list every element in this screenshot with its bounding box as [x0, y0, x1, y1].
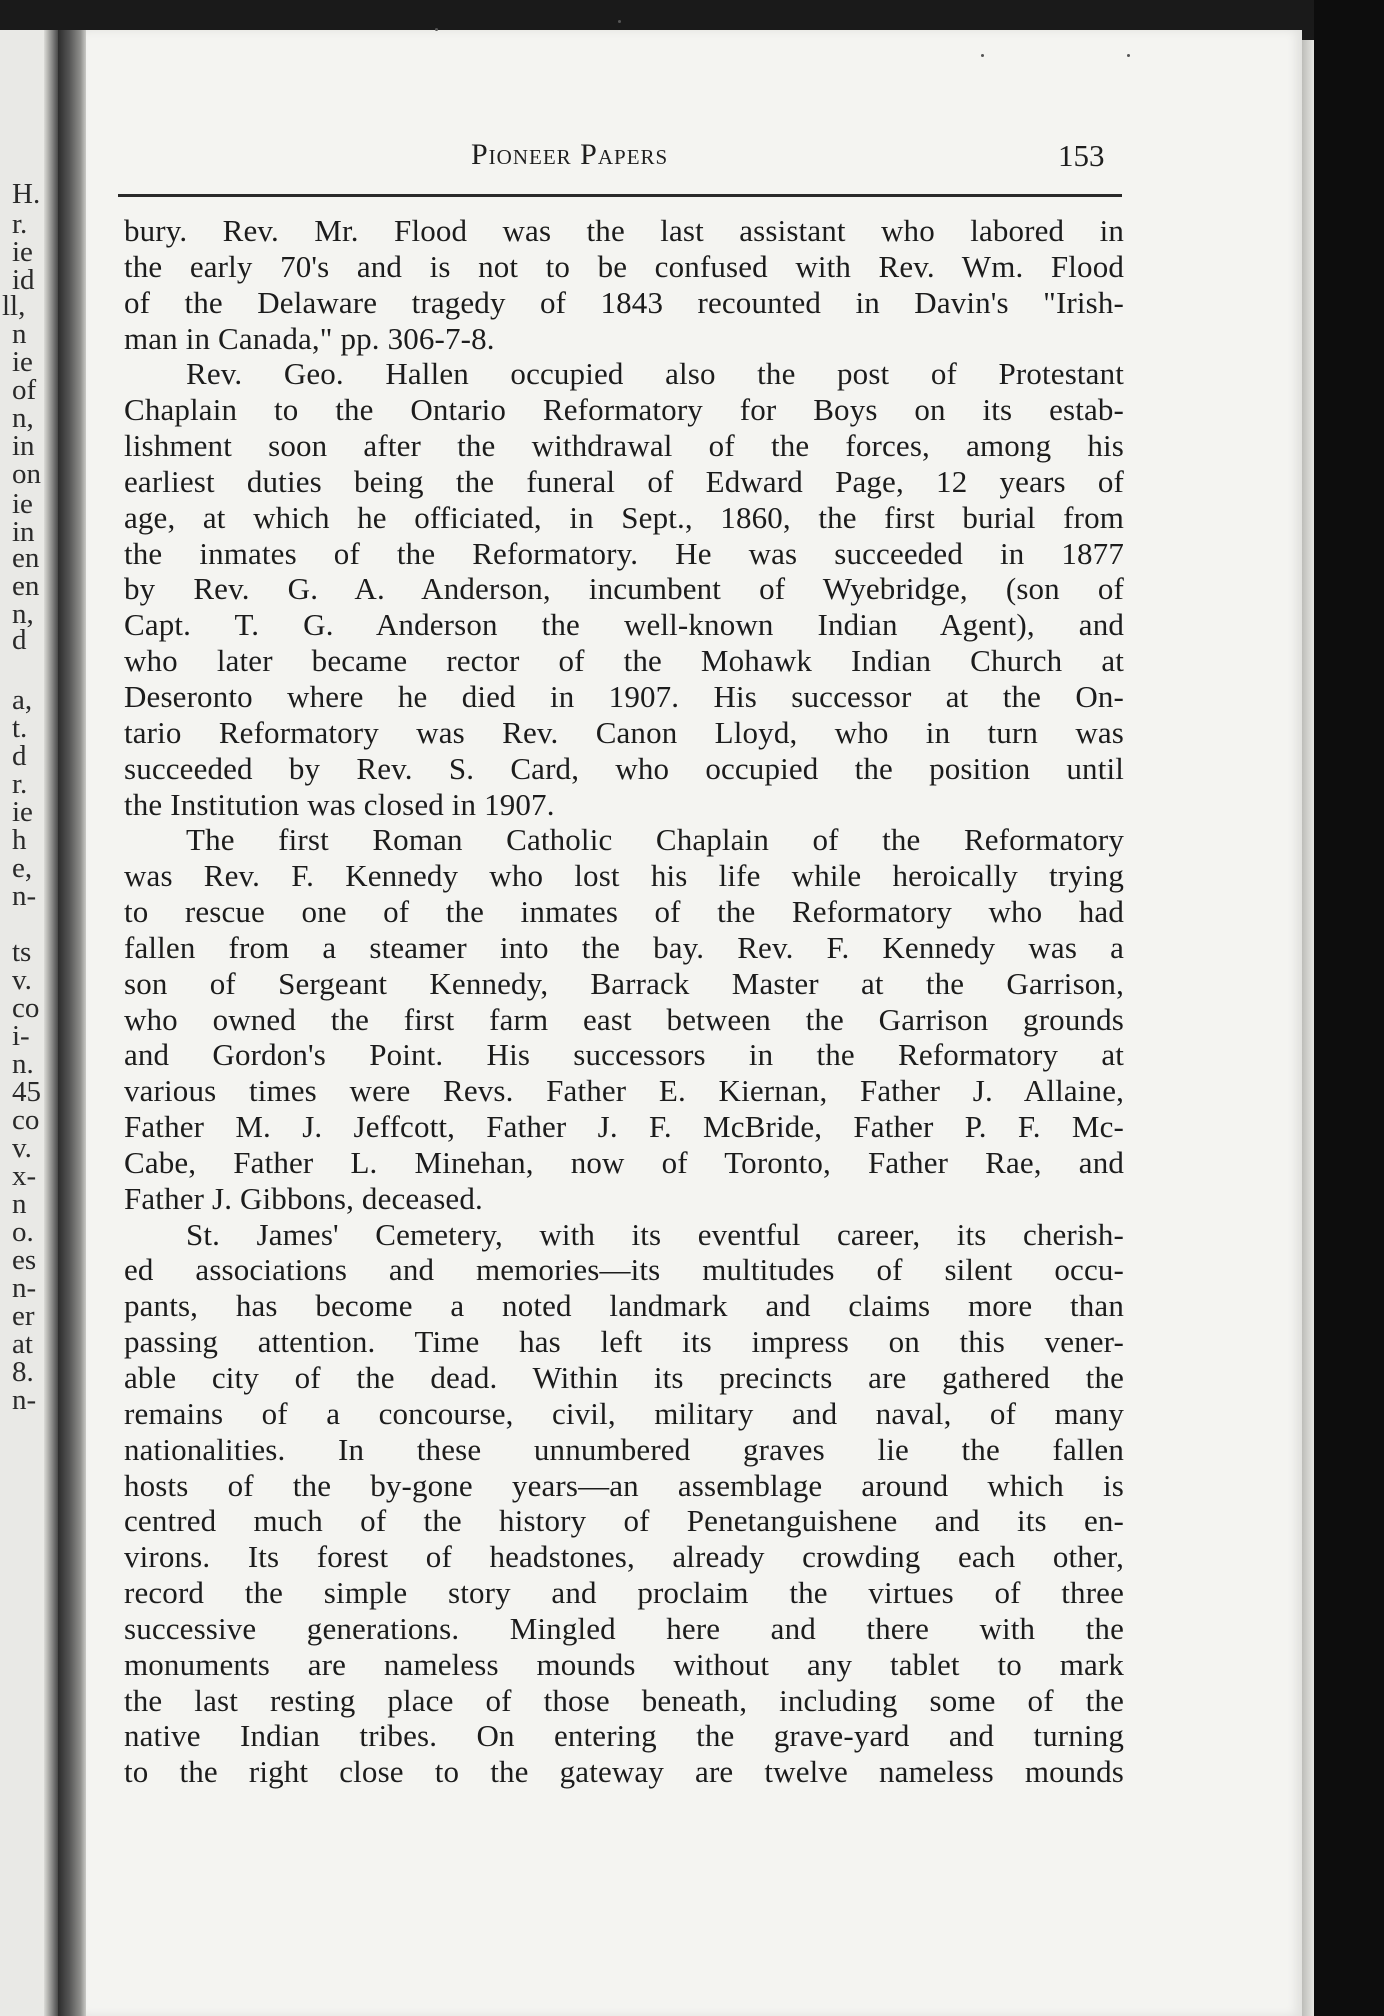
text-line: tario Reformatory was Rev. Canon Lloyd, who in turn was [124, 714, 1124, 750]
facing-page-fragment: en [12, 570, 40, 602]
text-line: passing attention. Time has left its impress on this vener- [124, 1324, 1124, 1360]
text-line: monuments are nameless mounds without any tablet to mark [124, 1646, 1124, 1682]
book-gutter [58, 30, 86, 2016]
facing-page-fragment: n, [12, 402, 34, 434]
facing-page-fragment: n- [12, 1272, 37, 1304]
facing-page-fragment: ie [12, 796, 33, 828]
speck [981, 54, 984, 57]
text-line: nationalities. In these unnumbered graves lie the fallen [124, 1431, 1124, 1467]
text-line: of the Delaware tragedy of 1843 recounted in Davin's "Irish- [124, 284, 1124, 320]
text-line: The first Roman Catholic Chaplain of the Reformatory [186, 822, 1124, 858]
text-line: the last resting place of those beneath, including some of the [124, 1682, 1124, 1718]
facing-page-fragment: n- [12, 880, 37, 912]
text-line: was Rev. F. Kennedy who lost his life while heroically trying [124, 858, 1124, 894]
text-line: Cabe, Father L. Minehan, now of Toronto, Father Rae, and [124, 1144, 1124, 1180]
page-number: 153 [1058, 138, 1105, 173]
facing-page-fragment: h [12, 824, 27, 856]
facing-page-fragment: en [12, 542, 40, 574]
facing-page-fragment: on [12, 458, 41, 490]
facing-page-fragment: H. [12, 178, 41, 210]
facing-page-fragment: n. [12, 1048, 34, 1080]
text-line: native Indian tribes. On entering the grave-yard and turning [124, 1718, 1124, 1754]
text-line: the early 70's and is not to be confused with Rev. Wm. Flood [124, 248, 1124, 284]
facing-page-fragment: n- [12, 1384, 37, 1416]
text-line: record the simple story and proclaim the virtues of three [124, 1575, 1124, 1611]
text-line: Father M. J. Jeffcott, Father J. F. McBride, Father P. F. Mc- [124, 1109, 1124, 1145]
text-line: who owned the first farm east between the Garrison grounds [124, 1001, 1124, 1037]
page-header [86, 138, 1302, 178]
text-line: by Rev. G. A. Anderson, incumbent of Wyebridge, (son of [124, 571, 1124, 607]
facing-page-fragment: e, [12, 852, 33, 884]
facing-page-fragment: ll, [2, 290, 26, 322]
facing-page-fragment: ts [12, 936, 32, 968]
text-line: son of Sergeant Kennedy, Barrack Master at the Garrison, [124, 965, 1124, 1001]
facing-page-fragment: of [12, 374, 37, 406]
text-line: successive generations. Mingled here and there with the [124, 1610, 1124, 1646]
text-line: Chaplain to the Ontario Reformatory for Boys on its estab- [124, 392, 1124, 428]
text-line: lishment soon after the withdrawal of the forces, among his [124, 428, 1124, 464]
facing-page-fragment: o. [12, 1216, 34, 1248]
text-line: age, at which he officiated, in Sept., 1860, the first burial from [124, 499, 1124, 535]
body-text [124, 213, 1124, 1790]
facing-page-fragment: n [12, 1188, 27, 1220]
text-line: ed associations and memories—its multitudes of silent occu- [124, 1252, 1124, 1288]
facing-page-fragment: t. [12, 712, 28, 744]
facing-page-fragment: r. [12, 768, 28, 800]
speck [1127, 54, 1130, 57]
facing-page-fragment: d [12, 740, 27, 772]
text-line: Rev. Geo. Hallen occupied also the post of Protestant [186, 356, 1124, 392]
book-page [86, 30, 1302, 2016]
text-line: succeeded by Rev. S. Card, who occupied the position until [124, 750, 1124, 786]
facing-page-edge-shadow [44, 30, 58, 2016]
facing-page-fragment: d [12, 624, 27, 656]
page-right-edge [1302, 40, 1314, 2016]
text-line: virons. Its forest of headstones, already crowding each other, [124, 1539, 1124, 1575]
text-line: bury. Rev. Mr. Flood was the last assistant who labored in [124, 213, 1124, 248]
facing-page-fragment: es [12, 1244, 37, 1276]
facing-page-fragment: n, [12, 598, 34, 630]
text-line: to rescue one of the inmates of the Reformatory who had [124, 894, 1124, 930]
text-line: centred much of the history of Penetanguishene and its en- [124, 1503, 1124, 1539]
text-line: fallen from a steamer into the bay. Rev. F. Kennedy was a [124, 929, 1124, 965]
facing-page-fragment: ie [12, 488, 33, 520]
facing-page-fragment: v. [12, 964, 32, 996]
text-line: hosts of the by-gone years—an assemblage around which is [124, 1467, 1124, 1503]
text-line: able city of the dead. Within its precincts are gathered the [124, 1360, 1124, 1395]
text-line: Father J. Gibbons, deceased. [124, 1180, 483, 1216]
facing-page-fragment: at [12, 1328, 33, 1360]
facing-page-fragment: er [12, 1300, 35, 1332]
facing-page-fragment: in [12, 430, 35, 462]
facing-page-fragment: in [12, 516, 35, 548]
scan-background-right [1314, 0, 1384, 2016]
text-line: pants, has become a noted landmark and claims more than [124, 1288, 1124, 1324]
text-line: St. James' Cemetery, with its eventful career, its cherish- [186, 1216, 1124, 1252]
speck [618, 20, 621, 23]
speck [435, 28, 438, 31]
facing-page-sliver [0, 30, 58, 2016]
text-line: the inmates of the Reformatory. He was succeeded in 1877 [124, 535, 1124, 571]
facing-page-fragment: co [12, 992, 40, 1024]
facing-page-fragment: n [12, 318, 27, 350]
facing-page-fragment: a, [12, 684, 33, 716]
text-line: to the right close to the gateway are twelve nameless mounds [124, 1754, 1124, 1790]
facing-page-fragment: co [12, 1104, 40, 1136]
facing-page-fragment: 8. [12, 1356, 34, 1388]
facing-page-fragment: id [12, 264, 35, 296]
facing-page-fragment: r. [12, 208, 28, 240]
text-line: man in Canada," pp. 306-7-8. [124, 320, 495, 356]
text-line: and Gordon's Point. His successors in the Reformatory at [124, 1037, 1124, 1073]
text-line: earliest duties being the funeral of Edward Page, 12 years of [124, 463, 1124, 499]
facing-page-fragment: v. [12, 1132, 32, 1164]
text-line: who later became rector of the Mohawk Indian Church at [124, 643, 1124, 679]
header-rule [118, 194, 1122, 197]
text-line: the Institution was closed in 1907. [124, 786, 555, 822]
facing-page-fragment: 45 [12, 1076, 41, 1108]
text-line: various times were Revs. Father E. Kiernan, Father J. Allaine, [124, 1073, 1124, 1109]
text-line: Deseronto where he died in 1907. His successor at the On- [124, 678, 1124, 714]
facing-page-fragment: i- [12, 1020, 30, 1052]
running-head: Pioneer Papers [471, 138, 669, 171]
text-line: Capt. T. G. Anderson the well-known Indian Agent), and [124, 607, 1124, 643]
facing-page-fragment: ie [12, 346, 33, 378]
text-line: remains of a concourse, civil, military and naval, of many [124, 1395, 1124, 1431]
facing-page-fragment: ie [12, 236, 33, 268]
facing-page-fragment: x- [12, 1160, 37, 1192]
